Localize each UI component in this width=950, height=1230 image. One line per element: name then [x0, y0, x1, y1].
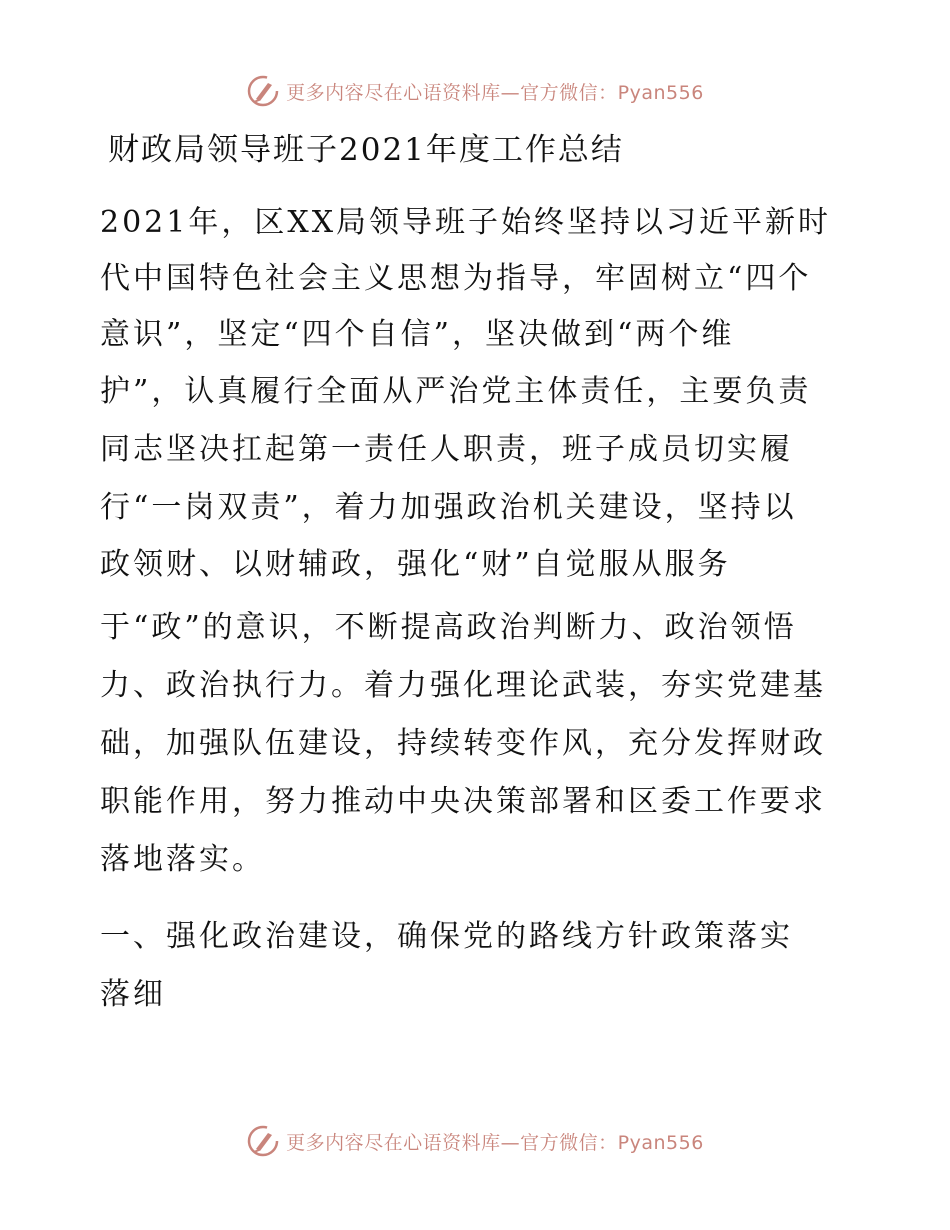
watermark-text: 更多内容尽在心语资料库—官方微信：Pyan556: [286, 1131, 704, 1154]
paragraph-line: 行“一岗双责”，着力加强政治机关建设，坚持以: [100, 490, 797, 525]
paragraph-line: 落地落实。: [100, 842, 265, 877]
quill-pen-circle-icon: [246, 74, 280, 108]
paragraph-line: 2021年，区XX局领导班子始终坚持以习近平新时: [100, 205, 832, 240]
quill-pen-circle-icon: [246, 1124, 280, 1158]
section-heading-line: 一、强化政治建设，确保党的路线方针政策落实: [100, 919, 793, 954]
paragraph-line: 础，加强队伍建设，持续转变作风，充分发挥财政: [100, 726, 826, 761]
paragraph-line: 代中国特色社会主义思想为指导，牢固树立“四个: [100, 261, 812, 296]
watermark-header: [0, 71, 950, 111]
paragraph-line: 政领财、以财辅政，强化“财”自觉服从服务: [100, 547, 731, 582]
paragraph-line: 于“政”的意识，不断提高政治判断力、政治领悟: [100, 610, 797, 645]
document-title: 财政局领导班子2021年度工作总结: [108, 132, 624, 168]
paragraph-line: 护”，认真履行全面从严治党主体责任，主要负责: [100, 374, 812, 409]
watermark-footer: [0, 1121, 950, 1161]
paragraph-line: 同志坚决扛起第一责任人职责，班子成员切实履: [100, 432, 793, 467]
paragraph-line: 意识”，坚定“四个自信”，坚决做到“两个维: [100, 317, 735, 352]
paragraph-line: 力、政治执行力。着力强化理论武装，夯实党建基: [100, 668, 826, 703]
paragraph-line: 职能作用，努力推动中央决策部署和区委工作要求: [100, 784, 826, 819]
section-heading-line: 落细: [100, 977, 166, 1012]
watermark-text: 更多内容尽在心语资料库—官方微信：Pyan556: [286, 81, 704, 104]
